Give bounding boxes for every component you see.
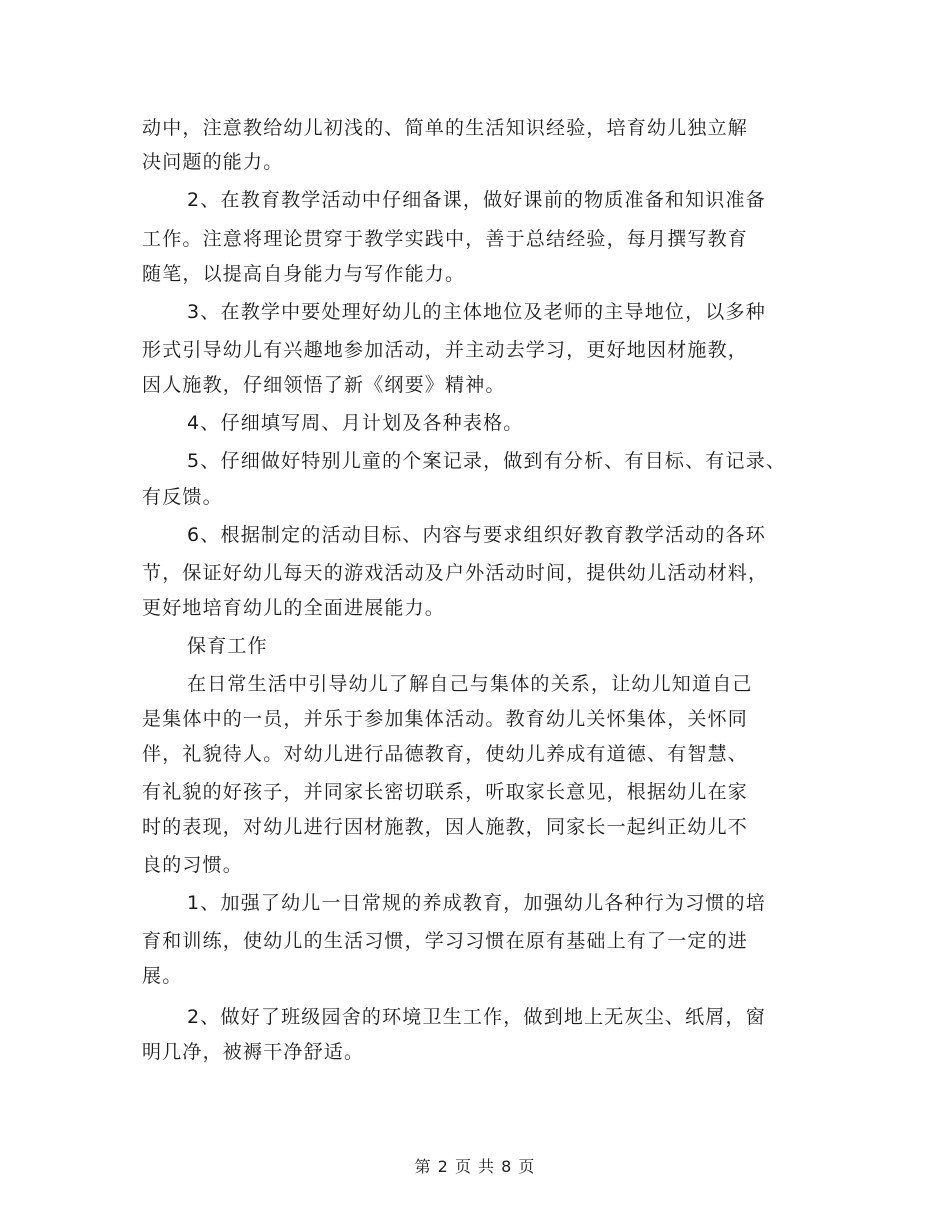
body-line: 动中，注意教给幼儿初浅的、简单的生活知识经验，培育幼儿独立解 (142, 117, 749, 139)
body-line: 形式引导幼儿有兴趣地参加活动，并主动去学习，更好地因材施教， (142, 339, 749, 361)
paragraph-line: 4、仔细填写周、月计划及各种表格。 (187, 412, 524, 434)
body-line: 伴，礼貌待人。对幼儿进行品德教育，使幼儿养成有道德、有智慧、 (142, 743, 749, 765)
body-line: 有反馈。 (142, 486, 223, 508)
page-number-footer: 第 2 页 共 8 页 (414, 1157, 536, 1176)
body-line: 良的习惯。 (142, 854, 244, 876)
body-line: 随笔，以提高自身能力与写作能力。 (142, 263, 466, 285)
paragraph-line: 2、做好了班级园舍的环境卫生工作，做到地上无灰尘、纸屑，窗 (187, 1006, 766, 1028)
paragraph-line: 2、在教育教学活动中仔细备课，做好课前的物质准备和知识准备 (187, 189, 766, 211)
body-line: 育和训练，使幼儿的生活习惯，学习习惯在原有基础上有了一定的进 (142, 930, 749, 952)
body-line: 决问题的能力。 (142, 151, 284, 173)
body-line: 因人施教，仔细领悟了新《纲要》精神。 (142, 374, 506, 396)
body-line: 更好地培育幼儿的全面进展能力。 (142, 597, 446, 619)
paragraph-line: 6、根据制定的活动目标、内容与要求组织好教育教学活动的各环 (187, 524, 766, 546)
body-line: 有礼貌的好孩子，并同家长密切联系，听取家长意见，根据幼儿在家 (142, 781, 749, 803)
body-line: 时的表现，对幼儿进行因材施教，因人施教，同家长一起纠正幼儿不 (142, 816, 749, 838)
paragraph-line: 在日常生活中引导幼儿了解自己与集体的关系，让幼儿知道自己 (187, 673, 753, 695)
body-line: 工作。注意将理论贯穿于教学实践中，善于总结经验，每月撰写教育 (142, 228, 749, 250)
body-line: 是集体中的一员，并乐于参加集体活动。教育幼儿关怀集体，关怀同 (142, 708, 749, 730)
body-line: 节，保证好幼儿每天的游戏活动及户外活动时间，提供幼儿活动材料， (142, 562, 769, 584)
paragraph-line: 1、加强了幼儿一日常规的养成教育，加强幼儿各种行为习惯的培 (187, 892, 766, 914)
body-line: 展。 (142, 965, 183, 987)
paragraph-line: 3、在教学中要处理好幼儿的主体地位及老师的主导地位，以多种 (187, 301, 766, 323)
section-heading: 保育工作 (187, 635, 268, 657)
paragraph-line: 5、仔细做好特别儿童的个案记录，做到有分析、有目标、有记录、 (187, 450, 787, 472)
body-line: 明几净，被褥干净舒适。 (142, 1041, 365, 1063)
